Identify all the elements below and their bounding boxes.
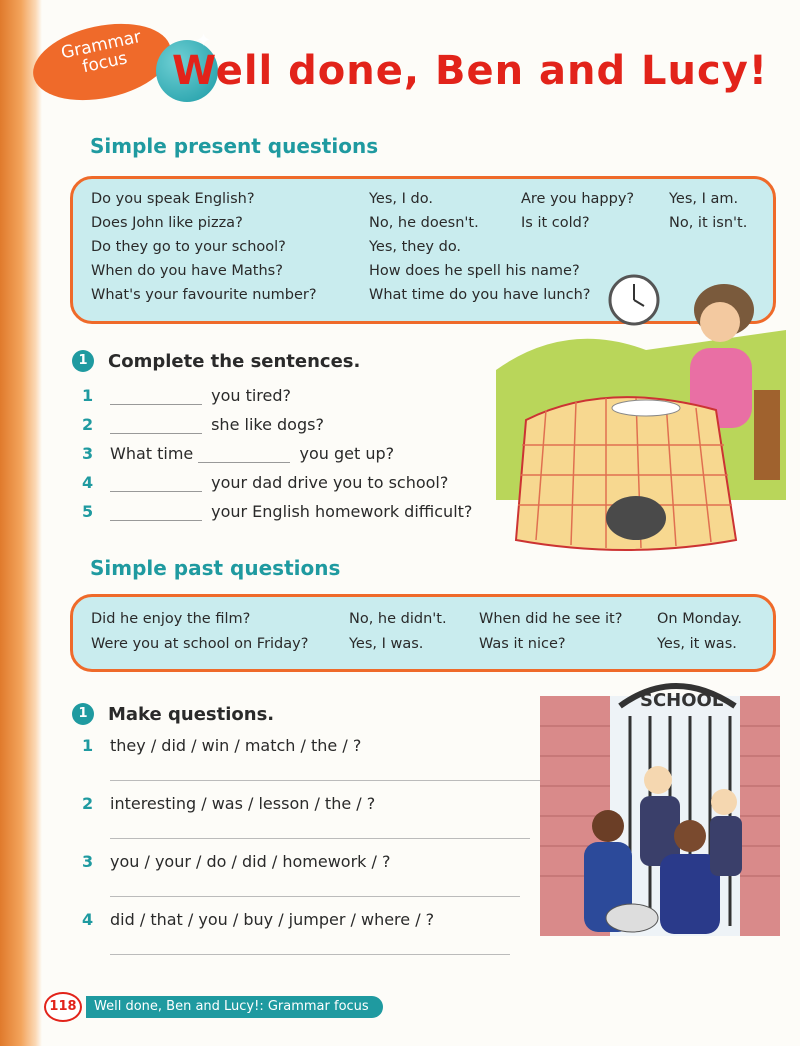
woman-table-illustration [486,270,786,570]
question-item-4 [82,910,434,929]
past-a-1: No, he didn't. [349,611,447,627]
item-number: 4 [82,473,94,492]
question-item-3 [82,852,390,871]
past-q2-1: When did he see it? [479,611,623,627]
footer-label: Well done, Ben and Lucy!: Grammar focus [86,996,383,1018]
present-q-1: Do you speak English? [91,191,255,207]
exercise-2-header [72,703,274,725]
answer-line[interactable] [110,838,530,839]
past-q-2: Were you at school on Friday? [91,636,309,652]
blank-input[interactable] [110,432,202,434]
exercise-title: Complete the sentences. [108,350,361,372]
item-number: 2 [82,794,94,813]
present-q-3: Do they go to your school? [91,239,286,255]
item-number: 1 [82,736,94,755]
exercise-1-header [72,350,360,372]
complete-item-5 [82,502,472,521]
item-number: 3 [82,852,94,871]
present-a-4: How does he spell his name? [369,263,580,279]
exercise-number: 1 [72,350,94,372]
item-text: did / that / you / buy / jumper / where / ? [110,910,435,929]
question-item-2 [82,794,375,813]
item-prefix: What time [110,444,194,463]
item-number: 4 [82,910,94,929]
item-text: you get up? [299,444,395,463]
school-gate-illustration [540,666,780,966]
page-number: 118 [44,992,82,1022]
item-number: 1 [82,386,94,405]
item-text: she like dogs? [211,415,324,434]
present-q-4: When do you have Maths? [91,263,283,279]
present-a2-1: Yes, I am. [669,191,739,207]
past-q2-2: Was it nice? [479,636,566,652]
complete-item-2 [82,415,324,434]
present-a-1: Yes, I do. [369,191,433,207]
section-heading-present: Simple present questions [90,134,379,158]
item-number: 3 [82,444,94,463]
exercise-title: Make questions. [108,703,275,725]
item-text: interesting / was / lesson / the / ? [110,794,376,813]
item-text: your dad drive you to school? [211,473,449,492]
complete-item-1 [82,386,291,405]
present-a-5: What time do you have lunch? [369,287,591,303]
answer-line[interactable] [110,954,510,955]
past-a2-1: On Monday. [657,611,742,627]
present-a-3: Yes, they do. [369,239,462,255]
question-item-1 [82,736,361,755]
past-a-2: Yes, I was. [349,636,424,652]
past-a2-2: Yes, it was. [657,636,737,652]
item-number: 5 [82,502,94,521]
complete-item-4 [82,473,448,492]
blank-input[interactable] [110,490,202,492]
page-spine [0,0,42,1046]
answer-line[interactable] [110,780,550,781]
school-sign: SCHOOL [640,690,724,711]
present-q-5: What's your favourite number? [91,287,317,303]
present-a2-2: No, it isn't. [669,215,748,231]
blank-input[interactable] [110,519,202,521]
page-footer [44,994,383,1020]
badge-label: Grammar focus [59,26,143,78]
past-q-1: Did he enjoy the film? [91,611,251,627]
sparkle-icon: ✦ [196,30,212,51]
complete-item-3 [82,444,394,463]
item-text: you tired? [211,386,292,405]
present-q2-1: Are you happy? [521,191,635,207]
exercise-number: 1 [72,703,94,725]
present-q-2: Does John like pizza? [91,215,243,231]
section-heading-past: Simple past questions [90,556,341,580]
grammar-box-past [70,594,776,672]
item-text: they / did / win / match / the / ? [110,736,362,755]
page-title: Well done, Ben and Lucy! [172,48,769,94]
blank-input[interactable] [110,403,202,405]
present-q2-2: Is it cold? [521,215,590,231]
answer-line[interactable] [110,896,520,897]
blank-input[interactable] [198,461,290,463]
present-a-2: No, he doesn't. [369,215,479,231]
item-text: you / your / do / did / homework / ? [110,852,391,871]
item-number: 2 [82,415,94,434]
item-text: your English homework difficult? [211,502,473,521]
